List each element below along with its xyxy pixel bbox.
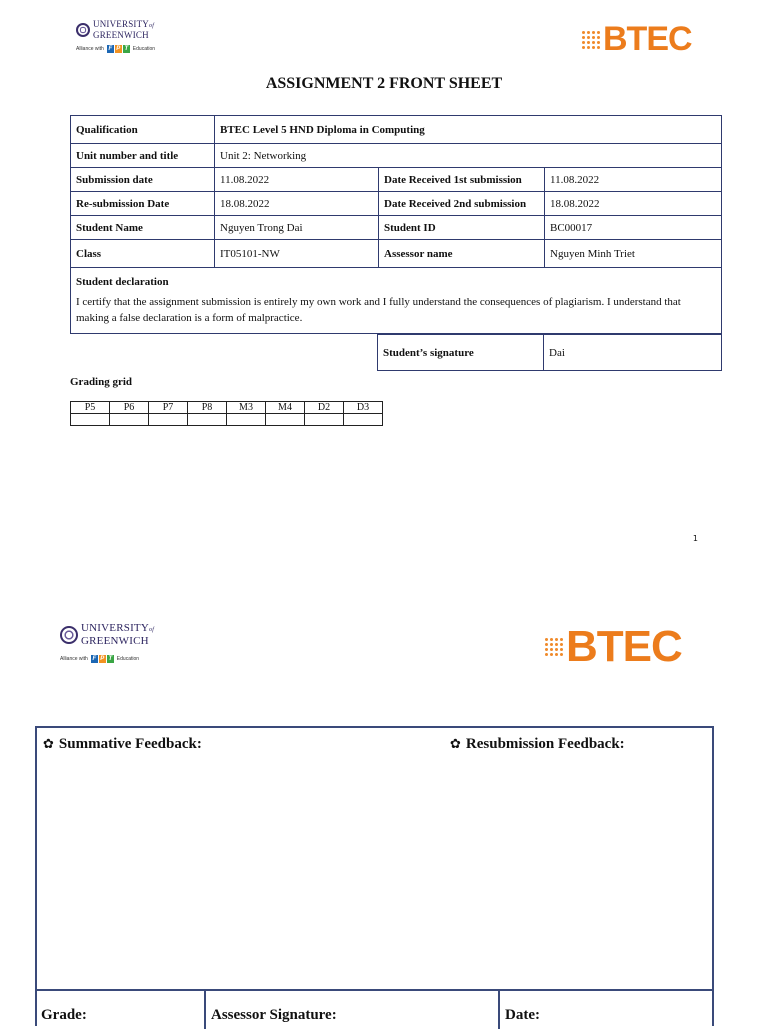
student-name-value: Nguyen Trong Dai bbox=[215, 216, 379, 240]
grade-cell[interactable] bbox=[266, 414, 305, 426]
class-value: IT05101-NW bbox=[215, 240, 379, 268]
divider bbox=[204, 989, 206, 1029]
university-of-greenwich-logo: UNIVERSITYof GREENWICH Alliance with F P T Education bbox=[60, 622, 155, 662]
unit-value: Unit 2: Networking bbox=[215, 144, 722, 168]
gear-bullet-icon: ✿ bbox=[450, 737, 461, 752]
assessor-name-value: Nguyen Minh Triet bbox=[545, 240, 722, 268]
assessor-name-label: Assessor name bbox=[379, 240, 545, 268]
grade-cell[interactable] bbox=[110, 414, 149, 426]
grade-header: M4 bbox=[266, 402, 305, 414]
resubmission-date-value: 18.08.2022 bbox=[215, 192, 379, 216]
grade-header: M3 bbox=[227, 402, 266, 414]
grade-header: D2 bbox=[305, 402, 344, 414]
grade-header: D3 bbox=[344, 402, 383, 414]
grade-header: P6 bbox=[110, 402, 149, 414]
page-number: 1 bbox=[692, 534, 698, 543]
received-1st-label: Date Received 1st submission bbox=[379, 168, 545, 192]
grade-header: P7 bbox=[149, 402, 188, 414]
received-2nd-value: 18.08.2022 bbox=[545, 192, 722, 216]
front-sheet-table bbox=[70, 115, 722, 334]
date-label: Date: bbox=[505, 1007, 540, 1023]
page-title: ASSIGNMENT 2 FRONT SHEET bbox=[265, 75, 503, 92]
grade-cell[interactable] bbox=[149, 414, 188, 426]
greenwich-crest-icon bbox=[76, 23, 90, 37]
btec-logo: BTEC bbox=[545, 622, 682, 672]
grade-header: P8 bbox=[188, 402, 227, 414]
feedback-box bbox=[35, 726, 714, 1026]
received-2nd-label: Date Received 2nd submission bbox=[379, 192, 545, 216]
grading-grid-title: Grading grid bbox=[70, 376, 133, 388]
signature-table bbox=[377, 334, 722, 371]
btec-dots-icon bbox=[545, 638, 563, 656]
fpt-logo: F P T bbox=[92, 656, 113, 662]
grade-cell[interactable] bbox=[71, 414, 110, 426]
student-id-label: Student ID bbox=[379, 216, 545, 240]
signature-label: Student’s signature bbox=[378, 335, 544, 371]
student-id-value: BC00017 bbox=[545, 216, 722, 240]
submission-date-value: 11.08.2022 bbox=[215, 168, 379, 192]
university-of-greenwich-logo: UNIVERSITYof GREENWICH Alliance with F P T Education bbox=[76, 19, 156, 52]
student-declaration bbox=[71, 268, 722, 334]
grade-cell[interactable] bbox=[227, 414, 266, 426]
qualification-label: Qualification bbox=[71, 116, 215, 144]
student-name-label: Student Name bbox=[71, 216, 215, 240]
resubmission-feedback-heading: ✿ Resubmission Feedback: bbox=[450, 736, 625, 752]
class-label: Class bbox=[71, 240, 215, 268]
page-2 bbox=[0, 560, 768, 1024]
declaration-text: I certify that the assignment submission is entirely my own work and I fully understand the consequences of plagiarism. I understand that making a false declaration is a form of malpractice. bbox=[76, 295, 681, 324]
grading-grid bbox=[70, 401, 383, 426]
greenwich-crest-icon bbox=[60, 626, 78, 644]
grade-label: Grade: bbox=[41, 1007, 87, 1023]
received-1st-value: 11.08.2022 bbox=[545, 168, 722, 192]
unit-label: Unit number and title bbox=[71, 144, 215, 168]
btec-dots-icon bbox=[582, 31, 600, 49]
summative-feedback-heading: ✿ Summative Feedback: bbox=[43, 736, 202, 752]
grade-cell[interactable] bbox=[344, 414, 383, 426]
qualification-value: BTEC Level 5 HND Diploma in Computing bbox=[215, 116, 722, 144]
signature-value[interactable]: Dai bbox=[544, 335, 722, 371]
grade-cell[interactable] bbox=[305, 414, 344, 426]
declaration-heading: Student declaration bbox=[76, 275, 169, 288]
submission-date-label: Submission date bbox=[71, 168, 215, 192]
feedback-footer bbox=[35, 989, 714, 1031]
resubmission-date-label: Re-submission Date bbox=[71, 192, 215, 216]
grade-header: P5 bbox=[71, 402, 110, 414]
btec-logo: BTEC bbox=[582, 20, 692, 59]
grade-cell[interactable] bbox=[188, 414, 227, 426]
fpt-logo: F P T bbox=[108, 46, 129, 52]
divider bbox=[498, 989, 500, 1029]
assessor-signature-label: Assessor Signature: bbox=[211, 1007, 337, 1023]
gear-bullet-icon: ✿ bbox=[43, 737, 54, 752]
